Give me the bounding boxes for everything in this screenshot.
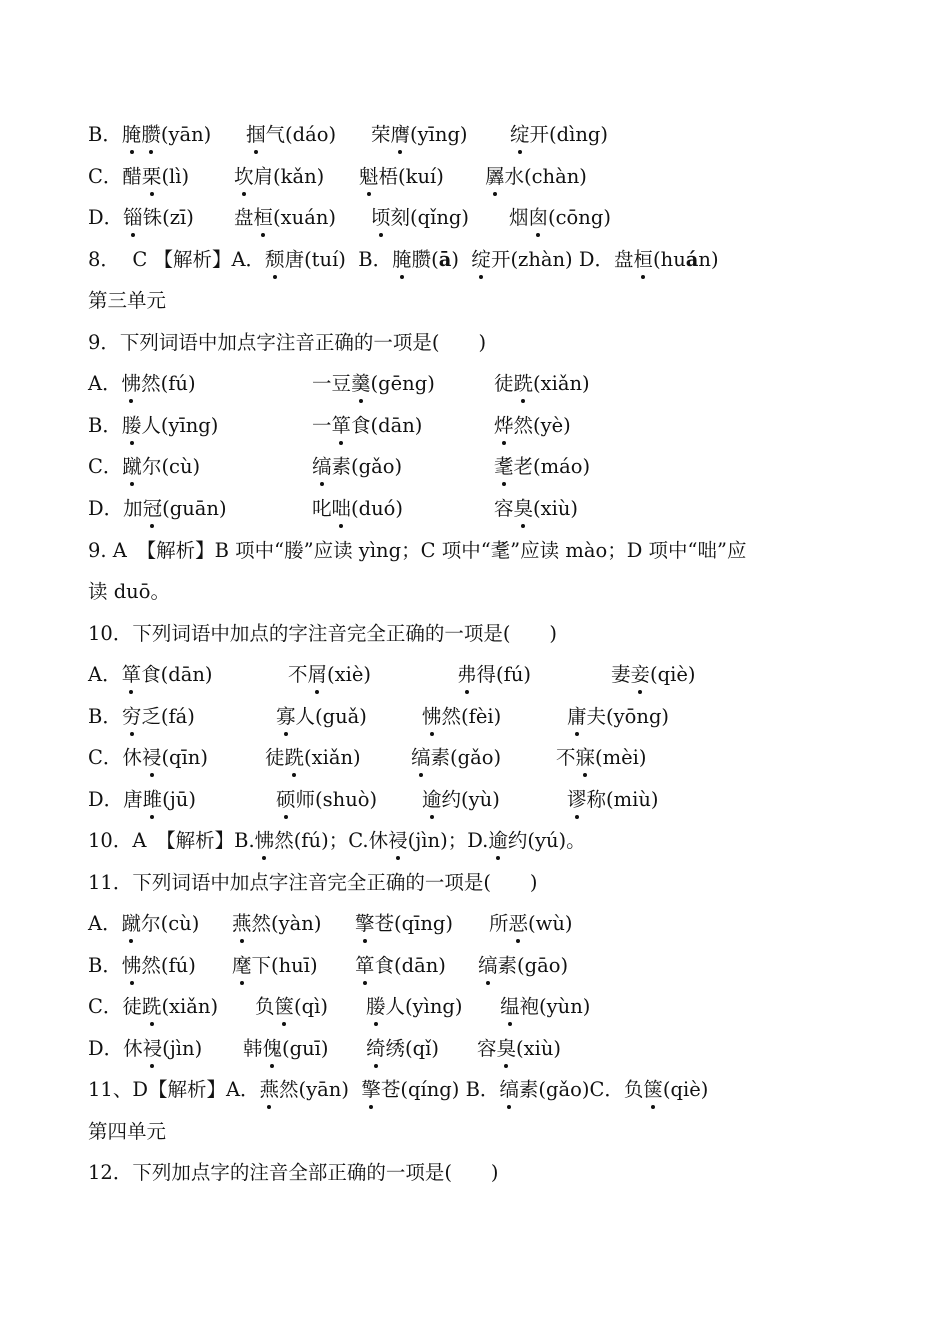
option-text: 烟囱(cōng) [509,203,611,233]
option-text: 容臭(xiù) [477,1034,561,1064]
option-text: 烨然(yè) [494,411,571,441]
option-text: 羼水(chàn) [485,162,587,192]
unit-heading [88,1117,166,1147]
option-text: 妻妾(qiè) [611,660,696,690]
option-text: 弗得(fú) [457,660,531,690]
option-text: 容臭(xiù) [494,494,578,524]
question-10 [88,619,557,649]
q11-option-a [88,909,573,939]
option-text: 燕然(yàn) [232,909,321,939]
option-text: 徒跣(xiǎn) [494,369,590,399]
unit-title: 第四单元 [88,1120,167,1143]
question-stem: 9．下列词语中加点字注音正确的一项是( ) [88,331,487,354]
option-text: 擎苍(qīng) [355,909,453,939]
option-text: 缟素(gǎo) [312,452,402,482]
option-text: 硕师(shuò) [276,785,377,815]
option-text: D．休祲(jìn) [88,1037,202,1060]
question-stem: 10．下列词语中加点的字注音完全正确的一项是( ) [88,622,558,645]
q8-option-d [88,203,611,233]
unit-title: 第三单元 [88,289,167,312]
q9-option-c [88,452,591,482]
option-text: 盘桓(xuán) [234,203,336,233]
option-text: 负箧(qì) [255,992,328,1022]
option-text: C．徒跣(xiǎn) [88,995,218,1018]
q10-answer [88,826,586,856]
question-stem: 12．下列加点字的注音全部正确的一项是( ) [88,1161,499,1184]
option-text: 绽开(dìng) [510,120,608,150]
q10-option-d [88,785,659,815]
q8-answer [88,245,719,275]
option-text: A．怫然(fú) [88,372,196,395]
option-text: 不寐(mèi) [556,743,647,773]
question-12 [88,1158,499,1188]
option-text: D．锱铢(zī) [88,206,194,229]
answer-text: 10．A 【解析】B.怫然(fú)；C.休祲(jìn)；D.逾约(yú)。 [88,829,586,852]
option-text: C．休祲(qīn) [88,746,208,769]
option-text: 韩傀(guī) [243,1034,329,1064]
option-text: 叱咄(duó) [312,494,403,524]
q9-option-d [88,494,579,524]
q10-option-c [88,743,647,773]
option-text: B．腌臜(yān) [88,123,211,146]
option-text: 顷刻(qǐng) [371,203,469,233]
option-text: 箪食(dān) [355,951,446,981]
option-text: 怫然(fèi) [422,702,501,732]
option-text: 缊袍(yùn) [500,992,590,1022]
option-text: D．加冠(guān) [88,497,227,520]
option-text: C．蹴尔(cù) [88,455,200,478]
q8-option-b [88,120,608,150]
q11-answer [88,1075,708,1105]
option-text: 谬称(miù) [567,785,659,815]
option-text: 荣膺(yīng) [371,120,468,150]
option-text: 不屑(xiè) [288,660,371,690]
q11-option-d [88,1034,562,1064]
answer-text: 8． C 【解析】A．颓唐(tuí) B．腌臜(ā) 绽开(zhàn) D．盘桓(huán) [88,248,719,271]
q9-answer-line1 [88,536,746,566]
q8-option-c [88,162,587,192]
question-stem: 11．下列词语中加点字注音完全正确的一项是( ) [88,871,538,894]
option-text: 掴气(dáo) [246,120,336,150]
question-11 [88,868,538,898]
q11-option-c [88,992,591,1022]
unit-heading [88,286,166,316]
option-text: 所恶(wù) [489,909,573,939]
q9-answer-line2 [88,577,170,607]
option-text: D．唐雎(jū) [88,788,196,811]
option-text: 一豆羹(gēng) [312,369,435,399]
q10-option-a [88,660,696,690]
option-text: 逾约(yù) [422,785,500,815]
answer-text: 9. A 【解析】B 项中“媵”应读 yìng；C 项中“耄”应读 mào；D 项中“咄”应 [88,539,747,562]
option-text: 徒跣(xiǎn) [265,743,361,773]
q9-option-b [88,411,571,441]
option-text: B．穷乏(fá) [88,705,195,728]
option-text: B．媵人(yīng) [88,414,218,437]
option-text: 一箪食(dān) [312,411,422,441]
option-text: B．怫然(fú) [88,954,196,977]
option-text: 麾下(huī) [232,951,318,981]
option-text: 寡人(guǎ) [276,702,367,732]
option-text: 耄老(máo) [494,452,590,482]
q10-option-b [88,702,670,732]
option-text: 缟素(gǎo) [411,743,501,773]
option-text: 魁梧(kuí) [359,162,444,192]
answer-text: 11、D【解析】A．燕然(yān) 擎苍(qíng) B．缟素(gǎo)C．负箧(qiè) [88,1078,708,1101]
option-text: 缟素(gāo) [478,951,568,981]
option-text: 绮绣(qǐ) [366,1034,439,1064]
answer-text: 读 duō。 [88,580,170,603]
option-text: 庸夫(yōng) [567,702,669,732]
q11-option-b [88,951,569,981]
option-text: A．蹴尔(cù) [88,912,199,935]
option-text: 媵人(yìng) [366,992,463,1022]
question-9 [88,328,486,358]
option-text: 坎肩(kǎn) [234,162,324,192]
q9-option-a [88,369,590,399]
option-text: C．醋栗(lì) [88,165,189,188]
option-text: A．箪食(dān) [88,663,213,686]
